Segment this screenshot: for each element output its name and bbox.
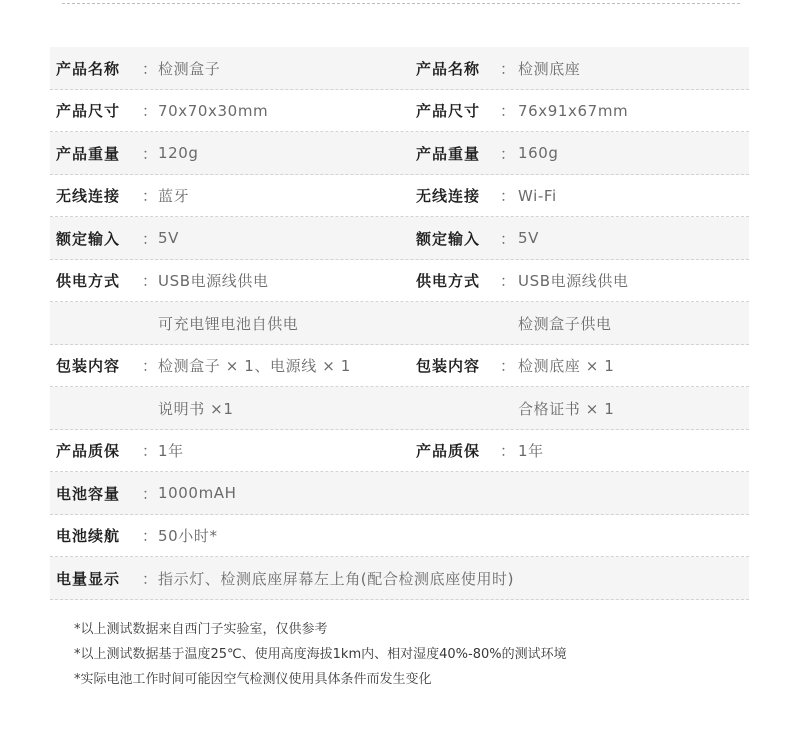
spec-label: 产品尺寸: [56, 102, 121, 120]
spec-table: [50, 47, 749, 600]
colon: ：: [142, 59, 158, 78]
spec-value: 检测底座: [518, 59, 581, 78]
footnotes: [74, 617, 567, 692]
spec-row: [50, 515, 749, 558]
colon: ：: [500, 59, 516, 78]
colon: ：: [142, 484, 158, 503]
colon: ：: [500, 442, 516, 460]
spec-label: 产品名称: [56, 59, 121, 78]
spec-value: 蓝牙: [158, 187, 190, 205]
spec-value: 检测盒子 × 1、电源线 × 1: [158, 357, 351, 375]
spec-label: 产品重量: [416, 144, 481, 163]
spec-label: 包装内容: [56, 357, 121, 375]
colon: ：: [142, 442, 158, 460]
colon: ：: [142, 144, 158, 163]
spec-row: [50, 260, 749, 303]
spec-label: 产品质保: [56, 442, 121, 460]
footnote: *实际电池工作时间可能因空气检测仪使用具体条件而发生变化: [74, 672, 432, 687]
spec-value: 1000mAH: [158, 484, 237, 502]
spec-row: [50, 345, 749, 388]
spec-value: 160g: [518, 144, 559, 162]
spec-value: Wi-Fi: [518, 186, 557, 205]
spec-row: [50, 90, 749, 133]
colon: ：: [142, 187, 158, 205]
spec-label: 产品名称: [416, 59, 481, 78]
spec-value: USB电源线供电: [518, 272, 629, 290]
spec-label: 包装内容: [416, 357, 481, 375]
spec-label: 电池续航: [56, 527, 121, 545]
spec-row: [50, 472, 749, 515]
spec-label: 产品质保: [416, 442, 481, 460]
colon: ：: [142, 357, 158, 375]
spec-value: 120g: [158, 144, 199, 162]
spec-label: 额定输入: [56, 229, 121, 248]
spec-label: 额定输入: [416, 229, 481, 248]
spec-row: [50, 430, 749, 473]
spec-value: 检测盒子: [158, 59, 221, 78]
spec-label: 供电方式: [56, 272, 121, 290]
spec-label: 电池容量: [56, 484, 121, 503]
spec-value: 50小时*: [158, 527, 218, 545]
colon: ：: [500, 272, 516, 290]
spec-value: 5V: [518, 229, 540, 247]
colon: ：: [500, 144, 516, 163]
spec-value: 5V: [158, 229, 180, 247]
spec-value: 检测盒子供电: [518, 314, 612, 333]
spec-label: 供电方式: [416, 272, 481, 290]
spec-label: 无线连接: [56, 187, 121, 205]
spec-value: USB电源线供电: [158, 272, 269, 290]
colon: ：: [142, 102, 158, 120]
colon: ：: [142, 272, 158, 290]
spec-value: 可充电锂电池自供电: [158, 314, 299, 333]
spec-row: [50, 387, 749, 430]
spec-row: [50, 302, 749, 345]
colon: ：: [500, 102, 516, 120]
spec-value: 76x91x67mm: [518, 101, 629, 120]
colon: ：: [500, 357, 516, 375]
spec-value: 检测底座 × 1: [518, 357, 615, 375]
spec-value: 说明书 ×1: [158, 399, 234, 418]
spec-value: 指示灯、检测底座屏幕左上角(配合检测底座使用时): [158, 569, 515, 588]
colon: ：: [500, 187, 516, 205]
spec-label: 产品重量: [56, 144, 121, 163]
top-divider: [62, 3, 740, 4]
spec-value: 1年: [518, 442, 544, 460]
colon: ：: [142, 569, 158, 588]
spec-label: 产品尺寸: [416, 102, 481, 120]
spec-row: [50, 47, 749, 90]
spec-value: 70x70x30mm: [158, 101, 269, 120]
colon: ：: [500, 229, 516, 248]
spec-label: 无线连接: [416, 187, 481, 205]
colon: ：: [142, 527, 158, 545]
colon: ：: [142, 229, 158, 248]
spec-row: [50, 175, 749, 218]
footnote: *以上测试数据来自西门子实验室，仅供参考: [74, 622, 328, 637]
spec-label: 电量显示: [56, 569, 121, 588]
spec-value: 合格证书 × 1: [518, 399, 615, 418]
spec-value: 1年: [158, 442, 184, 460]
spec-row: [50, 217, 749, 260]
footnote: *以上测试数据基于温度25℃、使用高度海拔1km内、相对湿度40%-80%的测试环境: [74, 647, 567, 662]
spec-row: [50, 132, 749, 175]
spec-row: [50, 557, 749, 600]
